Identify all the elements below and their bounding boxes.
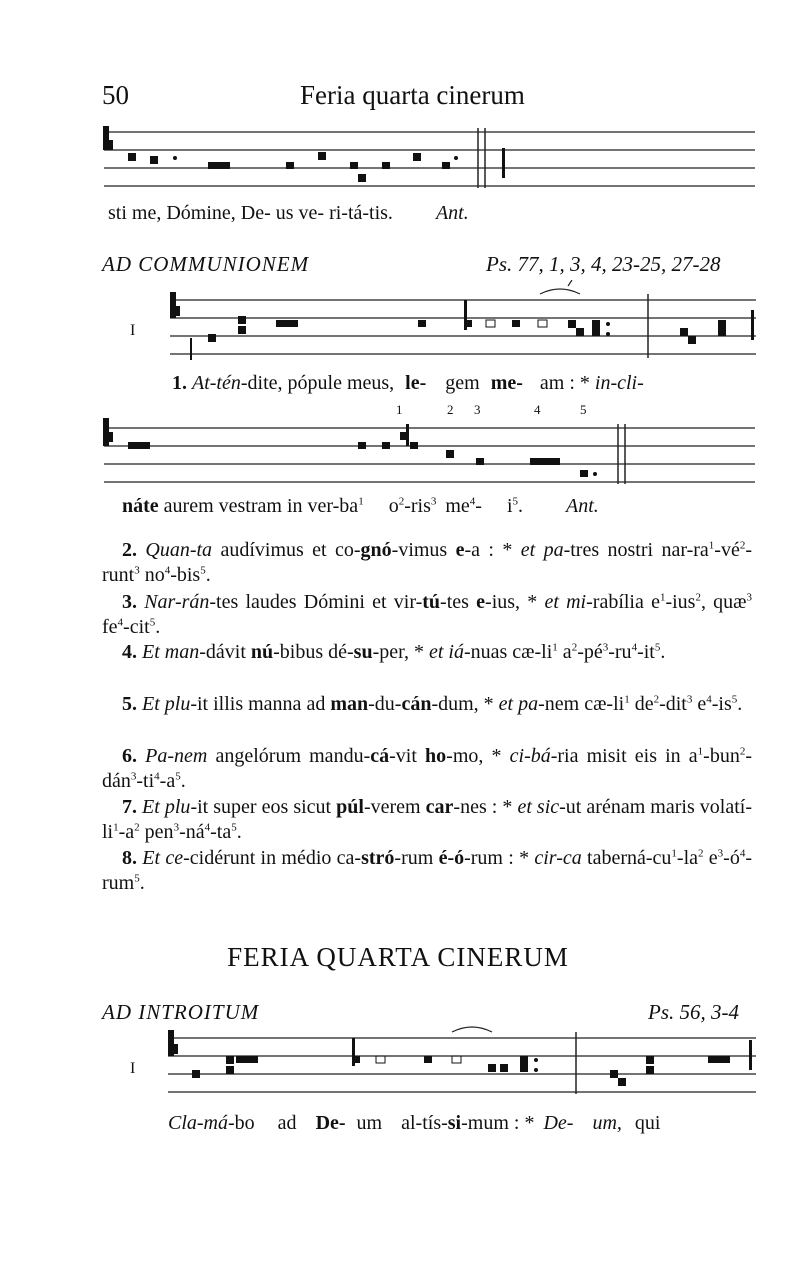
psalm-verse-6: 6. Pa-nem angelórum mandu-cá-vit ho-mo, * ci-bá-ria misit eis in $a^1-bun^2-dán^3-ti^4-a^5$. <box>102 745 753 792</box>
lyric-line-1: sti me, Dómine, De- us ve- ri-tá-tis. Ant. <box>108 202 469 224</box>
lyric-line-3: náte aurem vestram in ver-$ba^1$ $o^2-ris^3$ $me^4-$ $i^5$. Ant. <box>122 495 599 517</box>
chant-staff-3 <box>100 412 755 487</box>
cadence-number-5: 5 <box>580 402 587 417</box>
cadence-number-1: 1 <box>396 402 403 417</box>
psalm-verse-8: 8. Et ce-cidérunt in médio ca-stró-rum é-ó-rum : * cir-ca taberná-$cu^1-la^2$ $e^3-ó^4-rum^5$. <box>102 847 752 894</box>
chant-staff-2 <box>168 280 756 365</box>
psalm-verse-5: 5. Et plu-it illis manna ad man-du-cán-dum, * et pa-nem $cæ-li^1$ $de^2-dit^3$ $e^4-is^5$. <box>122 693 743 715</box>
psalm-ref-introit: Ps. 56, 3-4 <box>648 1000 739 1024</box>
section-label-communion: AD COMMUNIONEM <box>102 252 310 276</box>
mode-number-communion: I <box>130 322 136 339</box>
cadence-number-3: 3 <box>474 402 481 417</box>
psalm-verse-3: 3. Nar-rán-tes laudes Dómini et vir-tú-tes e-ius, * et mi-rabília $e^1-ius^2$, quæ$^3$ $fe^4-cit^5$. <box>102 591 753 638</box>
psalm-ref-communion: Ps. 77, 1, 3, 4, 23-25, 27-28 <box>486 252 721 276</box>
psalm-verse-4: 4. Et man-dávit nú-bibus dé-su-per, * et iá-nuas $cæ-li^1$ $a^2-pé^3-ru^4-it^5$. <box>122 641 666 663</box>
psalm-verse-7: 7. Et plu-it super eos sicut púl-verem car-nes : * et sic-ut arénam maris volatí-$li^1-a^2$ $pen^3-ná^4-ta^5$. <box>102 796 752 843</box>
mode-number-introit: I <box>130 1060 136 1077</box>
lyric-line-introit: Cla-má-bo ad De- um al-tís-si-mum : * De- um, qui <box>168 1112 661 1134</box>
page-number: 50 <box>102 80 129 110</box>
cadence-number-4: 4 <box>534 402 541 417</box>
psalm-verse-2: 2. Quan-ta audívimus et co-gnó-vimus e-a : * et pa-tres nostri nar-$ra^1-vé^2-runt^3$ $no^4-bis^5$. <box>102 539 753 586</box>
lyric-line-2: 1. At-tén-dite, pópule meus, le- gem me- am : * in-cli- <box>172 372 644 394</box>
running-title: Feria quarta cinerum <box>300 80 525 110</box>
feria-title: FERIA QUARTA CINERUM <box>227 942 569 972</box>
chant-staff-1 <box>100 118 755 198</box>
chant-staff-4 <box>166 1026 756 1096</box>
cadence-number-2: 2 <box>447 402 454 417</box>
section-label-introit: AD INTROITUM <box>102 1000 260 1024</box>
